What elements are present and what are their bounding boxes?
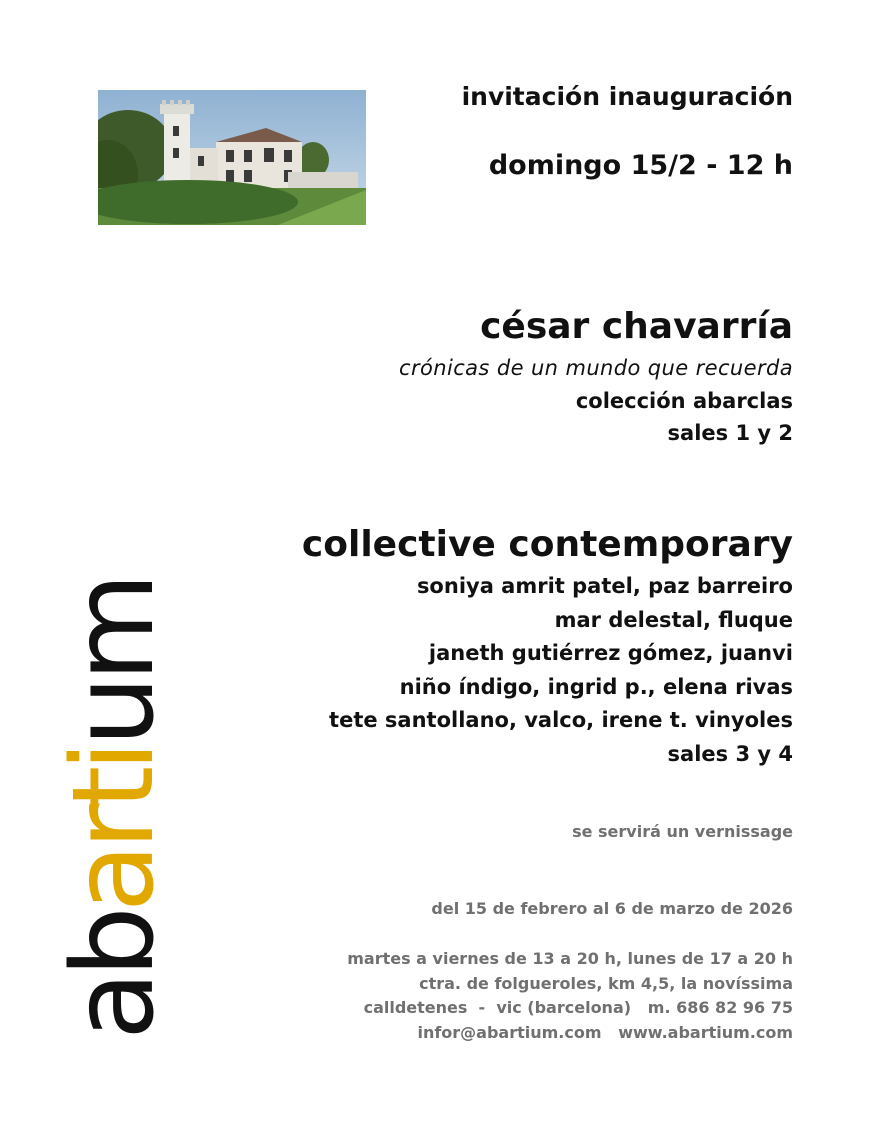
artist-name: césar chavarría [480,306,793,347]
artist-line: soniya amrit patel, paz barreiro [416,574,793,598]
exhibition-title: crónicas de un mundo que recuerda [399,356,793,380]
venue-photo-illustration [98,90,366,225]
invitation-heading: invitación inauguración [461,82,793,111]
contact-links: infor@abartium.com www.abartium.com [417,1022,793,1042]
artist-line: janeth gutiérrez gómez, juanvi [428,641,793,665]
exhibition-period: del 15 de febrero al 6 de marzo de 2026 [431,899,793,918]
logo-part-arti: arti [49,746,179,913]
venue-info [347,947,793,1045]
collection-name: colección abarclas [575,389,793,413]
location-phone: calldetenes - vic (barcelona) m. 686 82 96 75 [363,998,793,1017]
vernissage-note: se servirá un vernissage [572,822,793,841]
collective-title: collective contemporary [301,524,793,565]
abartium-logo [49,578,179,1040]
rooms-3-4: sales 3 y 4 [667,741,793,766]
rooms-1-2: sales 1 y 2 [667,421,793,445]
venue-address: ctra. de folgueroles, km 4,5, la novíssima [419,973,793,993]
opening-hours: martes a viernes de 13 a 20 h, lunes de 17 a 20 h [347,949,793,968]
logo-part-um: um [49,578,179,747]
artist-line: tete santollano, valco, irene t. vinyoles [329,708,793,732]
venue-photo [98,90,366,225]
logo-part-ab: ab [49,912,179,1040]
opening-date-time: domingo 15/2 - 12 h [488,150,793,181]
artist-line: niño índigo, ingrid p., elena rivas [399,674,793,699]
collective-artist-list [329,570,793,771]
artist-line: mar delestal, fluque [554,607,793,632]
